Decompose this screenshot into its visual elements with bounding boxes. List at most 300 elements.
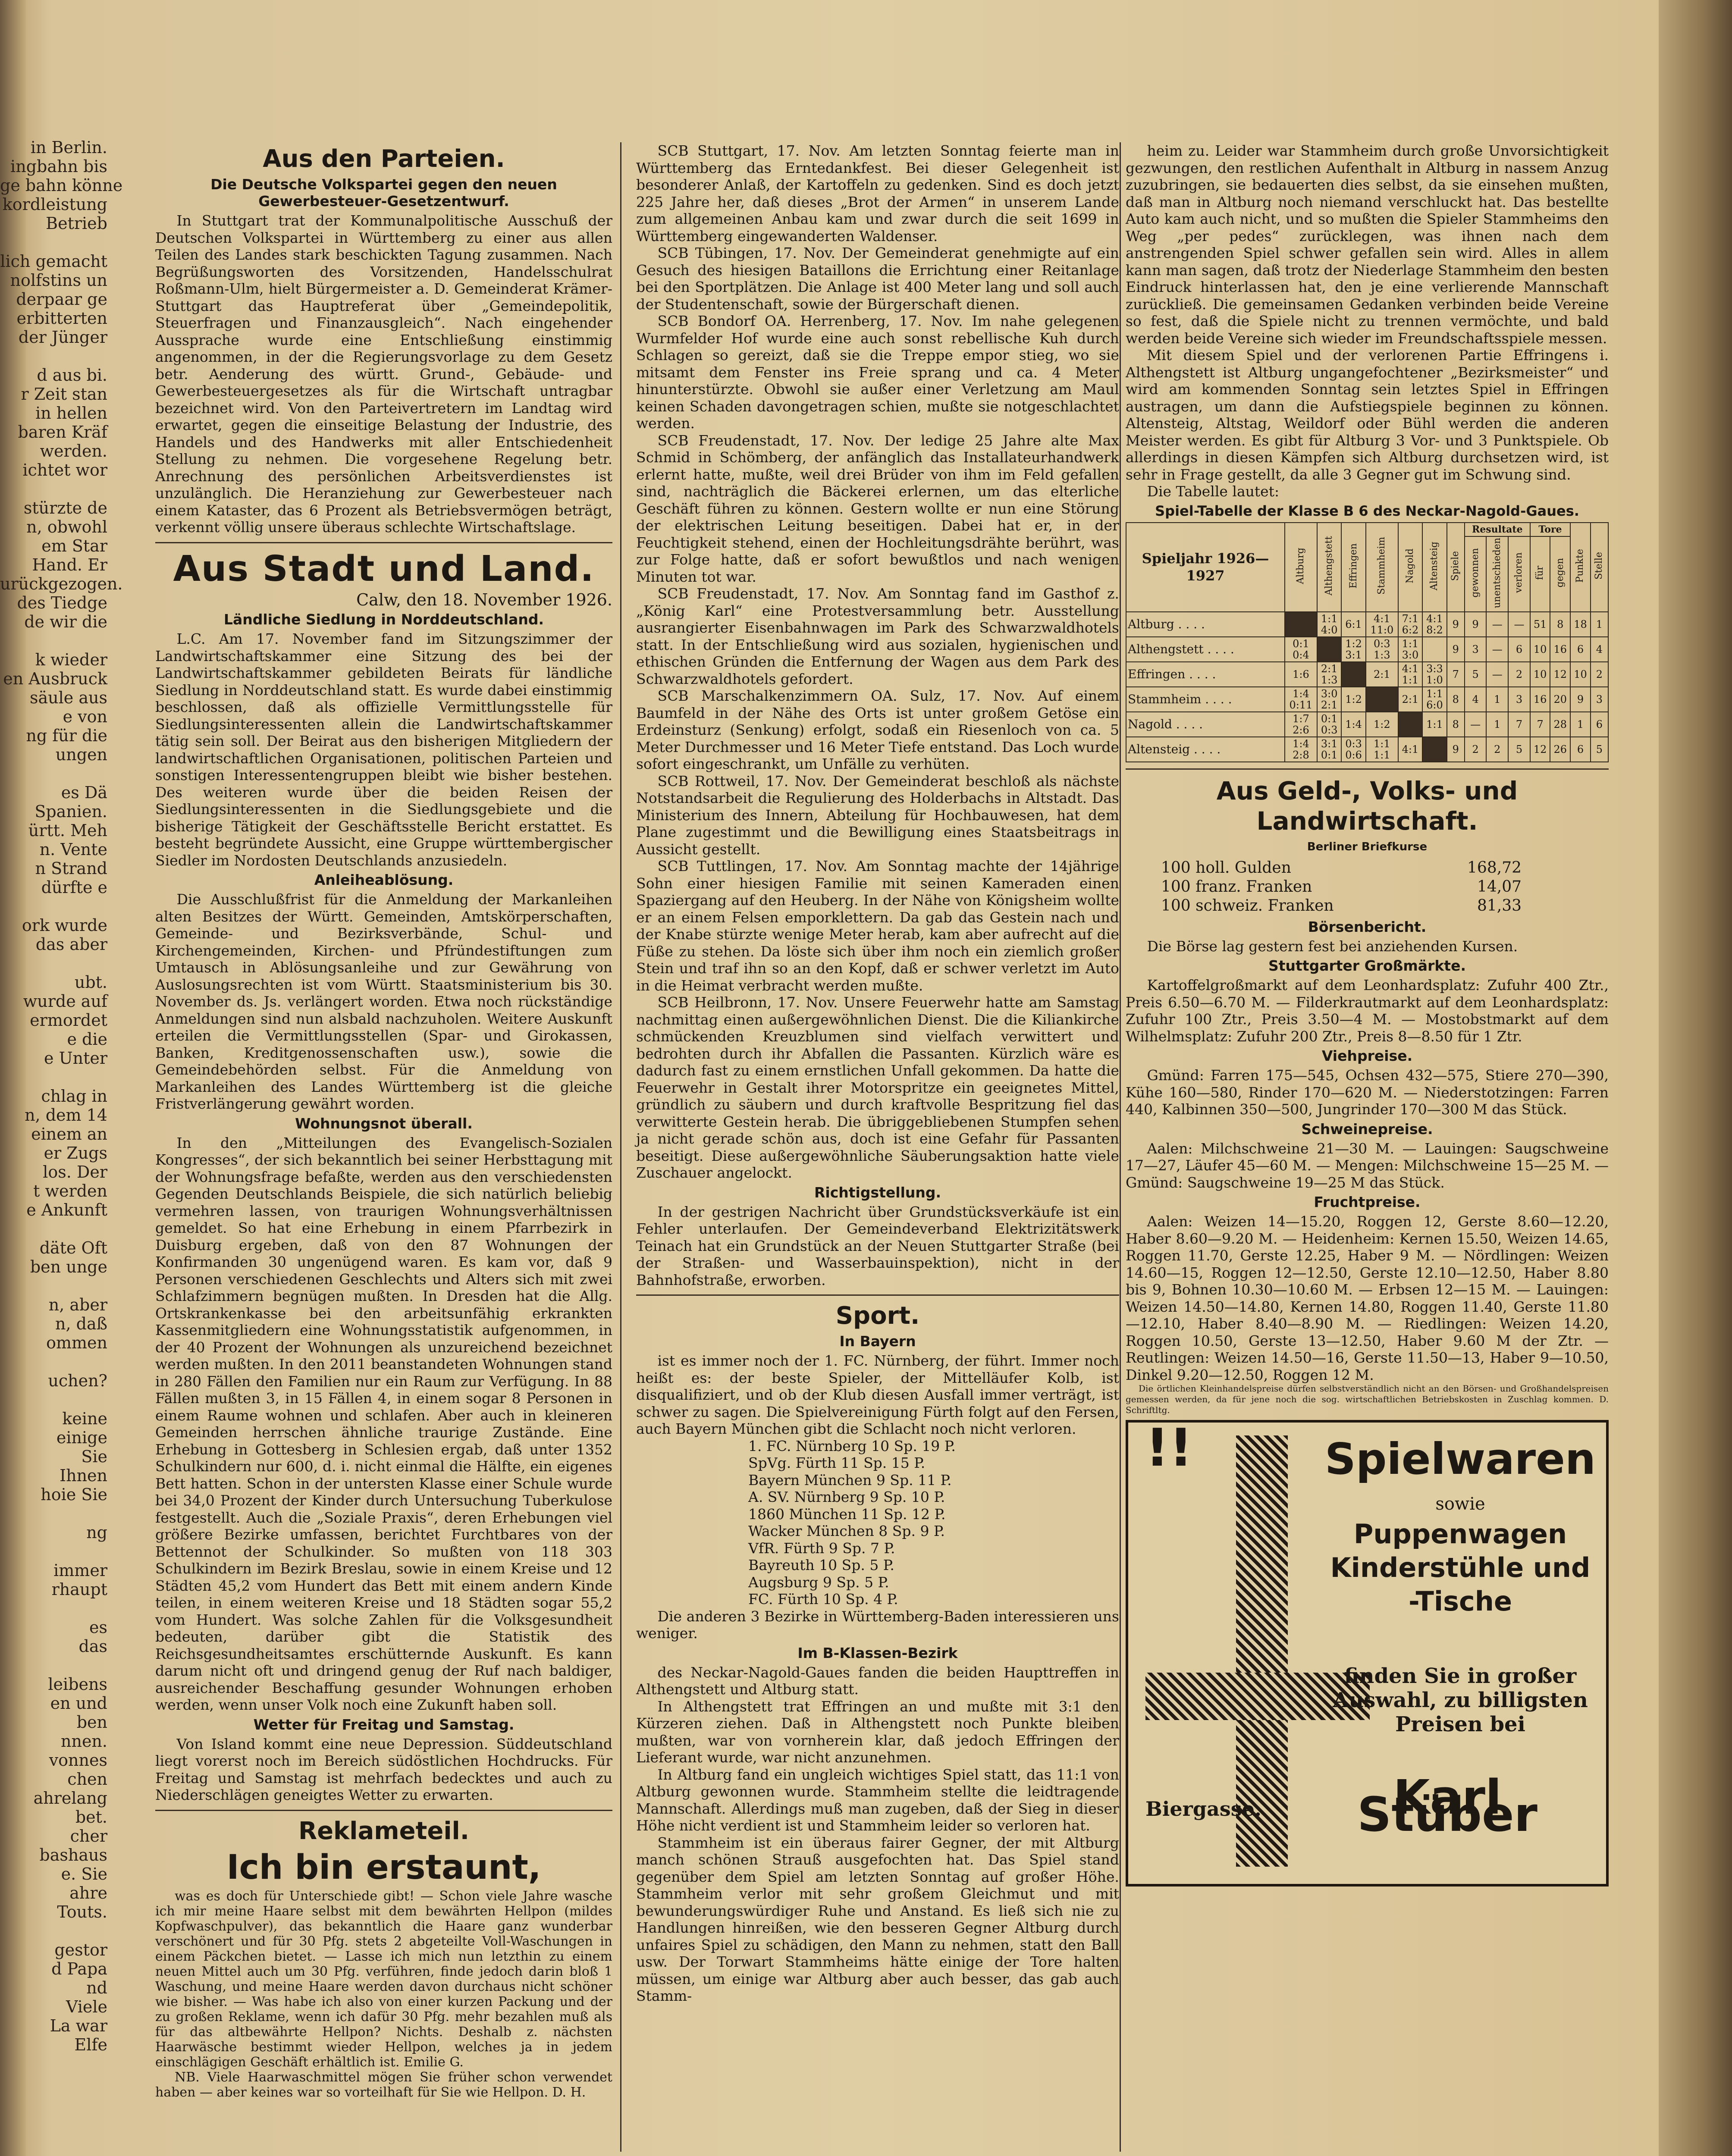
- article-viehpreise: Gmünd: Farren 175—545, Ochsen 432—575, Stiere 270—390, Kühe 160—580, Rinder 170—620 M. — Niederstotzingen: Farren 440, Kalbinnen 350—500, Jungrinder 170—300 M das Stück.: [1126, 1067, 1609, 1118]
- table-cell: [1317, 637, 1341, 662]
- table-cell: 4:1 1:1: [1398, 662, 1422, 687]
- divider: [636, 1294, 1119, 1296]
- table-cell: 12: [1530, 737, 1550, 762]
- article-bklasse-cont: heim zu. Leider war Stammheim durch große Unvorsichtigkeit gezwungen, den restlichen Aufenthalt in Altburg in nassem Anzug zuzubringen, sie bedauerten dies selbst, da sie einsehen mußten, daß man in Altburg noch niemand verschluckt hat. Das bestellte Auto kam auch nicht, und so mußten die Spieler Stammheims den Weg „per pedes“ zurücklegen, was ihnen nach dem anstrengenden Spiel schwer gefallen sein wird. Alles in allem kann man sagen, daß trotz der Niederlage Stammheim den besten Eindruck hinterlassen hat, den je eine verlierende Mannschaft zurückließ. Die gemeinsamen Gedanken verbinden beide Vereine so fest, daß die Spiele nicht zu trennen vermöchte, und bald werden beide Vereine sich wieder im Freundschaftsspiele messen.: [1126, 142, 1609, 347]
- article-boerse: Die Börse lag gestern fest bei anziehenden Kursen.: [1147, 937, 1518, 955]
- fragment-line: ork wurde: [22, 916, 107, 935]
- fragment-line: Viele: [66, 1997, 107, 2016]
- previous-page-fragment: [0, 138, 123, 2156]
- fragment-line: vonnes: [49, 1751, 107, 1770]
- column-header: [1508, 536, 1530, 612]
- rate-row: [1126, 878, 1608, 896]
- fragment-line: Betrieb: [46, 214, 107, 233]
- fragment-line: d Papa: [51, 1959, 107, 1978]
- rate-label: 100 holl. Gulden: [1161, 859, 1291, 877]
- table-title: Spiel-Tabelle der Klasse B 6 des Neckar-Nagold-Gaues.: [1155, 502, 1579, 519]
- fragment-line: kordleistung: [2, 195, 107, 214]
- fragment-line: ahrelang: [33, 1789, 107, 1808]
- subheading-wetter: Wetter für Freitag und Samstag.: [253, 1716, 515, 1733]
- subheading-boerse: Börsenbericht.: [1308, 918, 1427, 935]
- article-grossmaerkte: Kartoffelgroßmarkt auf dem Leonhardsplatz: Zufuhr 400 Ztr., Preis 6.50—6.70 M. — Filderkrautmarkt auf dem Leonhardsplatz: Zufuhr 100 Ztr., Preis 3.50—4 M. — Mostobstmarkt auf dem Wilhelmsplatz: Zufuhr 200 Ztr., Preis 8—8.50 für 1 Ztr.: [1126, 977, 1609, 1045]
- table-cell: 2:1: [1366, 662, 1398, 687]
- rate-label: 100 schweiz. Franken: [1161, 896, 1334, 915]
- fragment-line: [0, 1656, 110, 1675]
- table-cell: 1:1: [1422, 712, 1446, 737]
- table-row: [1126, 662, 1608, 687]
- fragment-line: de wir die: [24, 612, 107, 631]
- table-row: [1126, 687, 1608, 712]
- table-cell: 3:1 0:1: [1317, 737, 1341, 762]
- table-cell: 5: [1465, 662, 1487, 687]
- table-cell: 7: [1447, 662, 1465, 687]
- column-header: [1486, 536, 1508, 612]
- table-cell: 10: [1570, 662, 1591, 687]
- fragment-line: Ihnen: [60, 1466, 107, 1485]
- table-cell: 16: [1530, 687, 1550, 712]
- table-cell: [1398, 712, 1422, 737]
- table-cell: 9: [1447, 612, 1465, 637]
- article-bklasse-2: In Althengstett trat Effringen an und mußte mit 3:1 den Kürzeren ziehen. Daß in Althengstett noch Punkte bleiben mußten, war von vornherein klar, daß jedoch Effringen der Lieferant wurde, war nicht anzunehmen.: [636, 1698, 1119, 1766]
- fragment-line: ahre: [69, 1883, 107, 1902]
- table-cell: —: [1465, 712, 1487, 737]
- fragment-line: n Strand: [35, 859, 107, 878]
- table-cell: 1:2 3:1: [1341, 637, 1365, 662]
- table-cell: 9: [1447, 737, 1465, 762]
- standing-line: Bayern München 9 Sp. 11 P.: [748, 1471, 952, 1489]
- standing-line: 1860 München 11 Sp. 12 P.: [748, 1505, 946, 1523]
- table-row: [1126, 712, 1608, 737]
- table-cell: 6: [1570, 637, 1591, 662]
- fragment-line: t werden: [33, 1181, 107, 1200]
- table-cell: 0:3 0:6: [1341, 737, 1365, 762]
- fragment-line: Touts.: [57, 1902, 107, 1921]
- fragment-line: k wieder: [35, 650, 107, 669]
- table-cell: 1:1 3:0: [1398, 637, 1422, 662]
- fragment-line: ürtt. Meh: [28, 821, 107, 840]
- fragment-line: [0, 1504, 110, 1523]
- fragment-line: nd: [86, 1978, 107, 1997]
- column-header: [1285, 523, 1317, 612]
- article-bezirksmeister: Mit diesem Spiel und der verlorenen Partie Effringens i. Althengstett ist Altburg ungangefochtener „Bezirksmeister“ und wird am kommenden Sonntag sein letztes Spiel in Effringen austragen, um dann die Aufstiegspiele beginnen zu können. Altensteig, Altstag, Weildorf oder Bühl werden die anderen Meister werden. Es gibt für Altburg 3 Vor- und 3 Punktspiele. Ob allerdings in diesen Kämpfen sich Altburg durchsetzen wird, ist sehr in Frage gestellt, da alle 3 Gegner gut im Schwung sind.: [1126, 347, 1609, 483]
- news-stuttgart: SCB Stuttgart, 17. Nov. Am letzten Sonntag feierte man in Württemberg das Erntedankfest. Bei dieser Gelegenheit ist besonderer Anlaß, der Kartoffeln zu gedenken. Sind es doch jetzt 225 Jahre her, daß dieses „Brot der Armen“ in unserem Lande zum allgemeinen Anbau kam und zwar durch die seit 1699 in Württemberg eingewanderten Waldenser.: [636, 142, 1119, 244]
- table-cell: 26: [1550, 737, 1570, 762]
- fragment-line: e die: [67, 1030, 107, 1049]
- table-cell: 2: [1508, 662, 1530, 687]
- fragment-line: ichtet wor: [22, 461, 107, 479]
- fragment-line: säule aus: [30, 688, 107, 707]
- fragment-line: hoie Sie: [41, 1485, 107, 1504]
- ad-title: Spielwaren: [1324, 1434, 1596, 1485]
- table-cell: 1:1 6:0: [1422, 687, 1446, 712]
- column-header: [1366, 523, 1398, 612]
- fragment-line: n. Vente: [39, 840, 107, 859]
- fragment-line: n, dem 14: [25, 1106, 107, 1125]
- table-cell: 2: [1486, 737, 1508, 762]
- column-3: [1126, 142, 1609, 2152]
- news-heilbronn: SCB Heilbronn, 17. Nov. Unsere Feuerwehr hatte am Samstag nachmittag einen außergewöhnlichen Dienst. Die die Kiliankirche schmückenden Kreuzblumen sind vielfach verwittert und bedrohten durch ihr Abfallen die Passanten. Kürzlich wäre es dadurch fast zu einem ernstlichen Unfall gekommen. Da hatte die Feuerwehr in Gestalt ihrer Motorspritze ein geeignetes Mittel, gründlich zu säubern und durch kraftvolle Bespritzung fiel das verwitterte Gestein herab. Die übriggebliebenen Stumpfen sehen ja nicht gerade schön aus, doch ist eine Gefahr für Passanten beseitigt. Diese außergewöhnliche Säuberungsaktion hatte viele Zuschauer angelockt.: [636, 994, 1119, 1181]
- table-cell: 0:3 1:3: [1366, 637, 1398, 662]
- article-anleihe: Die Ausschlußfrist für die Anmeldung der Markanleihen alten Besitzes der Württ. Gemeinden, Amtskörperschaften, Gemeinde- und Bezirksverbände, Schul- und Kirchengemeinden, Kirchen- und Pfründestiftungen zum Umtausch in Ablösungsanleihe und zur Gewährung von Auslosungsrechten ist vom Württ. Staatsministerium bis 30. November ds. Js. verlängert worden. Etwa noch rückständige Anmeldungen sind nun alsbald nachzuholen. Weitere Auskunft erteilen die Vermittlungsstellen (Spar- und Girokassen, Banken, Kreditgenossenschaften usw.), sowie die Gemeindebehörden selbst. Für die Anmeldung von Markanleihen des Landes Württemberg ist die gleiche Fristverlängerung gewährt worden.: [155, 891, 612, 1112]
- table-cell: 3: [1591, 687, 1608, 712]
- table-cell: —: [1486, 662, 1508, 687]
- table-cell: 16: [1550, 637, 1570, 662]
- fragment-line: chen: [67, 1770, 107, 1789]
- article-bklasse-4: Stammheim ist ein überaus fairer Gegner, der mit Altburg manch schönen Strauß ausgefochten hat. Das Spiel stand gegenüber dem Spiel am letzten Sonntag auf großer Höhe. Stammheim verlor mit sehr großem Gleichmut und mit bewunderungswürdiger Ruhe und Anstand. Es ließ sich nie zu Handlungen hinreißen, wie den besseren Gegner Altburg durch unfaires Spiel zu schädigen, den Mann zu nehmen, statt den Ball usw. Der Torwart Stammheims hätte einige der Tore halten müssen, um einige war Altburg aber auch besser, das gab auch Stamm-: [636, 1834, 1119, 2004]
- page-edge: [1659, 0, 1732, 2156]
- table-cell: 1:2: [1366, 712, 1398, 737]
- fragment-line: lich gemacht: [0, 252, 107, 271]
- team-name: Altensteig . . . .: [1126, 737, 1285, 762]
- table-cell: 9: [1570, 687, 1591, 712]
- column-header: [1570, 523, 1591, 612]
- fragment-line: [0, 479, 110, 498]
- news-tuttlingen: SCB Tuttlingen, 17. Nov. Am Sonntag machte der 14jährige Sohn einer hiesigen Familie mit seinen Kameraden einen Spaziergang auf den Heuberg. In der Nähe von Königsheim wollte er an einem Felsen emporklettern. Da gab das Gestein nach und der Knabe stürzte wenige Meter herab, kam aber aufrecht auf die Füße zu stehen. Da löste sich über ihm noch ein ziemlich großer Stein und traf ihn so an den Kopf, daß er schwer verletzt im Auto in die Heimat verbracht werden mußte.: [636, 858, 1119, 994]
- column-header: [1591, 523, 1608, 612]
- table-cell: 10: [1530, 637, 1550, 662]
- fragment-line: nolfstins un: [10, 271, 107, 290]
- news-freudenstadt-2: SCB Freudenstadt, 17. Nov. Am Sonntag fand im Gasthof z. „König Karl“ eine Protestversammlung betr. Ausstellung ausrangierter Eisenbahnwagen im Park des Schwarzwaldhotels statt. In der Entschließung wird aus sozialen, hygienischen und ethischen Gründen die Entfernung der Wagen aus dem Park des Schwarzwaldhotels gefordert.: [636, 585, 1119, 687]
- fragment-line: Hand. Er: [32, 555, 107, 574]
- rate-row: [1126, 859, 1608, 877]
- table-cell: 9: [1465, 612, 1487, 637]
- subheading-viehpreise: Viehpreise.: [1321, 1047, 1413, 1065]
- fragment-line: en und: [50, 1694, 107, 1713]
- fragment-line: [0, 1599, 110, 1618]
- table-cell: 6:1: [1341, 612, 1365, 637]
- subheading-volkspartei: Die Deutsche Volkspartei gegen den neuen Gewerbesteuer-Gesetzentwurf.: [210, 176, 557, 210]
- fragment-line: ng: [86, 1523, 107, 1542]
- reklame-nb: NB. Viele Haarwaschmittel mögen Sie früher schon verwendet haben — aber keines war so vorteilhaft für Sie wie Hellpon. D. H.: [155, 2069, 612, 2100]
- column-rule: [620, 142, 621, 2152]
- fragment-line: Spanien.: [35, 802, 107, 821]
- table-cell: 5: [1591, 737, 1608, 762]
- column-header: [1530, 523, 1570, 536]
- subheading-schweinepreise: Schweinepreise.: [1301, 1120, 1433, 1138]
- table-cell: 1:4 2:8: [1285, 737, 1317, 762]
- fragment-line: ommen: [46, 1333, 107, 1352]
- table-cell: 4: [1591, 637, 1608, 662]
- table-cell: 1:6: [1285, 662, 1317, 687]
- column-1: [155, 142, 612, 2152]
- table-cell: 3:3 1:0: [1422, 662, 1446, 687]
- heading-sport: Sport.: [835, 1302, 920, 1330]
- fragment-line: Elfe: [74, 2035, 107, 2054]
- fragment-line: n, aber: [48, 1295, 107, 1314]
- table-cell: 3: [1465, 637, 1487, 662]
- fragment-line: immer: [53, 1561, 107, 1580]
- column-header-label: Altburg: [1295, 547, 1306, 584]
- fragment-line: ungen: [55, 745, 107, 764]
- article-bayern: ist es immer noch der 1. FC. Nürnberg, der führt. Immer noch heißt es: der beste Spieler, der Mittelläufer Kolb, ist disqualifiziert, und ob der Klub diesen Ausfall immer verträgt, ist schwer zu sagen. Die Spielvereinigung Fürth folgt auf den Fersen, auch Bayern München gibt die Schlacht noch nicht verloren.: [636, 1352, 1119, 1437]
- column-header-label: Stammheim: [1376, 537, 1387, 595]
- fragment-line: leibens: [48, 1675, 107, 1694]
- table-cell: 1: [1591, 612, 1608, 637]
- column-header: [1465, 523, 1530, 536]
- table-cell: 2:1: [1398, 687, 1422, 712]
- table-cell: 2: [1591, 662, 1608, 687]
- table-cell: [1285, 612, 1317, 637]
- table-cell: 1: [1570, 712, 1591, 737]
- table-cell: 1:4 0:11: [1285, 687, 1317, 712]
- article-bklasse-3: In Altburg fand ein ungleich wichtiges Spiel statt, das 11:1 von Altburg gewonnen wurde. Stammheim stellte die leidtragende Mannschaft. Allerdings muß man zugeben, daß der Sieg in dieser Höhe nicht verdient ist und Stammheim leider so verloren hat.: [636, 1766, 1119, 1834]
- standing-line: Wacker München 8 Sp. 9 P.: [748, 1523, 945, 1539]
- league-table: [1126, 522, 1609, 762]
- column-header-label: verloren: [1513, 552, 1525, 593]
- table-cell: 8: [1550, 612, 1570, 637]
- table-cell: 12: [1550, 662, 1570, 687]
- fragment-line: einem an: [31, 1125, 107, 1144]
- subheading-briefkurse: Berliner Briefkurse: [1307, 840, 1428, 853]
- article-bklasse-1: des Neckar-Nagold-Gaues fanden die beiden Haupttreffen in Althengstett und Altburg statt.: [636, 1664, 1119, 1698]
- table-cell: 3: [1508, 687, 1530, 712]
- fragment-line: [0, 1921, 110, 1940]
- article-siedlung: L.C. Am 17. November fand im Sitzungszimmer der Landwirtschaftskammer eine Sitzung des bei der Landwirtschaftskammer gebildeten Beirats für ländliche Siedlung in Norddeutschland statt. Es wurde dabei einstimmig beschlossen, daß als offizielle Vermittlungsstelle für Siedlungsinteressenten allein die Landwirtschaftskammer tätig sein soll. Der Beirat aus den bisherigen Mitgliedern der landwirtschaftlichen Organisationen, politischen Parteien und sonstigen Interessentengruppen bleibt wie bisher bestehen. Des weiteren wurde über die beiden Reisen der Siedlungsinteressenten in die Siedlungsgebiete und die bisherige Tätigkeit der Geschäftsstelle Bericht erstattet. Es besteht begründete Aussicht, eine Gruppe württembergischer Siedler im Nordosten Deutschlands anzusiedeln.: [155, 630, 612, 869]
- table-cell: 0:1 0:4: [1285, 637, 1317, 662]
- fragment-line: ben unge: [30, 1257, 107, 1276]
- fragment-line: ge bahn könne: [0, 176, 123, 195]
- subheading-grossmaerkte: Stuttgarter Großmärkte.: [1268, 957, 1466, 975]
- column-header-label: unentschieden: [1491, 537, 1503, 608]
- fragment-line: r Zeit stan: [21, 385, 107, 404]
- fragment-line: wurde auf: [23, 992, 107, 1011]
- news-marschalkenzimmern: SCB Marschalkenzimmern OA. Sulz, 17. Nov. Auf einem Baumfeld in der Nähe des Orts ist unter großem Getöse ein Erdeinsturz (Senkung) erfolgt, sodaß ein Riesenloch von ca. 5 Meter Durchmesser und 16 Meter Tiefe entstand. Das Loch wurde sofort eingeschrankt, um Unfälle zu verhüten.: [636, 687, 1119, 772]
- divider: [155, 542, 612, 543]
- fragment-line: einige: [56, 1428, 107, 1447]
- column-header-label: gewonnen: [1470, 548, 1481, 598]
- fragment-line: [0, 347, 110, 366]
- table-cell: 7: [1508, 712, 1530, 737]
- fragment-line: en Ausbruck: [3, 669, 107, 688]
- fragment-line: der Jünger: [18, 328, 107, 347]
- season-header: Spieljahr 1926—1927: [1126, 523, 1285, 612]
- fragment-line: das: [78, 1637, 107, 1656]
- rate-row: [1126, 897, 1608, 915]
- fragment-line: [0, 1542, 110, 1561]
- divider: [155, 1810, 612, 1811]
- table-cell: 1:4: [1341, 712, 1365, 737]
- ad-exclamation: !!: [1145, 1418, 1193, 1479]
- table-cell: 2: [1465, 737, 1487, 762]
- column-header: [1341, 523, 1365, 612]
- rate-label: 100 franz. Franken: [1161, 877, 1312, 896]
- fragment-line: baren Kräf: [18, 423, 107, 442]
- table-cell: —: [1508, 612, 1530, 637]
- rate-value: 168,72: [1467, 859, 1522, 877]
- column-header: [1317, 523, 1341, 612]
- standing-line: 1. FC. Nürnberg 10 Sp. 19 P.: [748, 1437, 956, 1454]
- article-schweinepreise: Aalen: Milchschweine 21—30 M. — Lauingen: Saugschweine 17—27, Läufer 45—60 M. — Mengen: Milchschweine 15—25 M. — Gmünd: Saugschweine 19—25 M das Stück.: [1126, 1140, 1609, 1191]
- fragment-line: keine: [62, 1409, 107, 1428]
- standing-line: SpVg. Fürth 11 Sp. 15 P.: [748, 1454, 926, 1471]
- fragment-line: e. Sie: [61, 1865, 107, 1883]
- fragment-line: chlag in: [41, 1087, 107, 1106]
- column-header-label: Nagold: [1404, 548, 1415, 583]
- heading-stadt-und-land: Aus Stadt und Land.: [173, 548, 595, 589]
- fragment-line: es Dä: [61, 783, 107, 802]
- column-header: [1465, 536, 1487, 612]
- fragment-line: es: [89, 1618, 107, 1637]
- article-wetter: Von Island kommt eine neue Depression. Süddeutschland liegt vorerst noch im Bereich südöstlichen Hochdrucks. Für Freitag und Samstag ist mehrfach bedecktes und auch zu Niederschlägen geneigtes Wetter zu erwarten.: [155, 1735, 612, 1803]
- fragment-line: rhaupt: [51, 1580, 107, 1599]
- column-header: [1530, 536, 1550, 612]
- fragment-line: e Unter: [44, 1049, 107, 1068]
- column-header-label: Effringen: [1348, 543, 1359, 589]
- article-bezirke: Die anderen 3 Bezirke in Württemberg-Baden interessieren uns weniger.: [636, 1608, 1119, 1642]
- editor-note: Die örtlichen Kleinhandelspreise dürfen selbstverständlich nicht an den Börsen- und Großhandelspreisen gemessen werden, da für jene noch die sog. wirtschaftlichen Betriebskosten in Zuschlag kommen. D. Schriftltg.: [1126, 1383, 1609, 1416]
- team-name: Stammheim . . . .: [1126, 687, 1285, 712]
- column-header-label: Althengstett: [1324, 536, 1335, 596]
- team-name: Effringen . . . .: [1126, 662, 1285, 687]
- table-cell: 18: [1570, 612, 1591, 637]
- fragment-line: ng für die: [26, 726, 107, 745]
- news-rottweil: SCB Rottweil, 17. Nov. Der Gemeinderat beschloß als nächste Notstandsarbeit die Regulierung des Holderbachs in Altstadt. Das Ministerium des Innern, Abteilung für Hochbauwesen, hat dem Plane zugestimmt und die Bewilligung eines Staatsbeitrags in Aussicht gestellt.: [636, 772, 1119, 858]
- rate-value: 14,07: [1477, 877, 1522, 896]
- reklame-headline: Ich bin erstaunt,: [226, 1848, 541, 1887]
- subheading-bklasse: Im B-Klassen-Bezirk: [797, 1644, 958, 1661]
- table-cell: [1422, 637, 1446, 662]
- column-header-label: Punkte: [1575, 549, 1586, 583]
- fragment-line: ermordet: [30, 1011, 107, 1030]
- fragment-line: cher: [70, 1827, 107, 1846]
- fragment-line: [0, 764, 110, 783]
- fragment-line: das aber: [35, 935, 107, 954]
- fragment-line: in Berlin.: [30, 138, 107, 157]
- table-cell: 1:1 1:1: [1366, 737, 1398, 762]
- fragment-line: [0, 1390, 110, 1409]
- fragment-line: bashaus: [39, 1846, 107, 1865]
- column-header-label: Altensteig: [1429, 541, 1440, 590]
- fragment-line: däte Oft: [39, 1238, 107, 1257]
- subheading-richtigstellung: Richtigstellung.: [814, 1184, 941, 1201]
- fragment-line: d aus bi.: [37, 366, 107, 385]
- column-header: [1422, 523, 1446, 612]
- article-parteien: In Stuttgart trat der Kommunalpolitische Ausschuß der Deutschen Volkspartei in Württemberg zu einer aus allen Teilen des Landes stark beschickten Tagung zusammen. Nach Begrüßungsworten des Vorsitzenden, Handelsschulrat Roßmann-Ulm, hielt Bürgermeister a. D. Gemeinderat Krämer-Stuttgart das Hauptreferat über „Gemeindepolitik, Steuerfragen und Finanzausgleich“. Nach eingehender Aussprache wurde eine Entschließung einstimmig angenommen, in der die Regierungsvorlage zu dem Gesetz betr. Aenderung des württ. Grund-, Gebäude- und Gewerbesteuergesetzes als für die Wirtschaft untragbar bezeichnet wird. Von den Parteivertretern im Landtag wird erwartet, gegen die einseitige Belastung der Industrie, des Handels und des Handwerks mit aller Entschiedenheit Stellung zu nehmen. Die vorgesehene Regelung betr. Anrechnung des persönlichen Arbeitsverdienstes ist unzulänglich. Die Heranziehung zur Gewerbesteuer nach einem Kataster, das 6 Prozent als Betriebsvermögen beträgt, verkennt völlig unsere überaus schlechte Wirtschaftslage.: [155, 212, 612, 536]
- fragment-line: n, obwohl: [26, 517, 107, 536]
- fragment-line: stürzte de: [23, 498, 107, 517]
- advertisement-spielwaren: [1126, 1420, 1609, 1887]
- table-cell: 0:1 0:3: [1317, 712, 1341, 737]
- table-row: [1126, 737, 1608, 762]
- column-header-label: Stelle: [1594, 552, 1605, 580]
- table-cell: 4: [1465, 687, 1487, 712]
- table-cell: 8: [1447, 712, 1465, 737]
- standing-line: Augsburg 9 Sp. 5 P.: [748, 1573, 889, 1591]
- fragment-line: ben: [76, 1713, 107, 1732]
- divider: [1126, 768, 1609, 770]
- fragment-line: in hellen: [35, 404, 107, 423]
- subheading-wohnungsnot: Wohnungsnot überall.: [295, 1115, 473, 1132]
- table-cell: 20: [1550, 687, 1570, 712]
- standing-line: VfR. Fürth 9 Sp. 7 P.: [748, 1539, 895, 1557]
- table-cell: 1:7 2:6: [1285, 712, 1317, 737]
- heading-reklameteil: Reklameteil.: [298, 1817, 470, 1845]
- table-cell: —: [1486, 612, 1508, 637]
- fragment-line: e Ankunft: [26, 1200, 107, 1219]
- standing-line: Bayreuth 10 Sp. 5 P.: [748, 1557, 894, 1573]
- reklame-text: was es doch für Unterschiede gibt! — Schon viele Jahre wasche ich mir meine Haare selbst mit dem bewährten Hellpon (mildes Kopfwaschpulver), das bekanntlich die Haare ganz wunderbar verschönert und für 30 Pfg. stets 2 abgeteilte Voll-Waschungen in einem Päckchen bietet. — Lasse ich mich nun letzthin zu einem neuen Mittel auch um 30 Pfg. verführen, finde jedoch darin bloß 1 Waschung, und meine Haare werden davon durchaus nicht schöner wie bisher. — Was habe ich also von einer kurzen Packung und der zu großen Reklame, wenn ich dafür 30 Pfg. mehr bezahlen muß als für das altbewährte Hellpon? Nichts. Deshalb z. nächsten Haarwäsche bestimmt wieder Hellpon, welches ja in jedem einschlägigen Geschäft erhältlich ist. Emilie G.: [155, 1888, 612, 2070]
- fragment-line: [0, 1352, 110, 1371]
- exchange-rates: [1126, 858, 1609, 916]
- fragment-line: nnen.: [61, 1732, 107, 1751]
- column-header: [1447, 523, 1465, 612]
- standing-line: A. SV. Nürnberg 9 Sp. 10 P.: [748, 1489, 945, 1505]
- fragment-line: los. Der: [43, 1163, 107, 1181]
- fragment-line: [0, 954, 110, 973]
- table-cell: 1:1 4:0: [1317, 612, 1341, 637]
- table-cell: 6: [1591, 712, 1608, 737]
- fragment-line: er Zugs: [44, 1144, 107, 1163]
- table-row: [1126, 637, 1608, 662]
- column-header-label: Resultate: [1472, 523, 1523, 535]
- column-header: [1398, 523, 1422, 612]
- table-cell: 3:0 2:1: [1317, 687, 1341, 712]
- column-header-label: für: [1534, 565, 1546, 580]
- table-cell: 8: [1447, 687, 1465, 712]
- table-cell: 5: [1508, 737, 1530, 762]
- table-cell: 6: [1508, 637, 1530, 662]
- table-cell: 4:1 8:2: [1422, 612, 1446, 637]
- ad-items: Puppenwagen Kinderstühle und -Tische: [1330, 1518, 1591, 1617]
- subheading-siedlung: Ländliche Siedlung in Norddeutschland.: [223, 611, 544, 628]
- dateline: Calw, den 18. November 1926.: [356, 590, 612, 609]
- table-cell: 6: [1570, 737, 1591, 762]
- ad-offer: finden Sie in großer Auswahl, zu billigsten Preisen bei: [1333, 1664, 1588, 1737]
- table-row: [1126, 612, 1608, 637]
- fragment-line: La war: [50, 2016, 107, 2035]
- column-header-label: Spiele: [1450, 551, 1461, 581]
- team-name: Althengstett . . . .: [1126, 637, 1285, 662]
- fragment-line: em Star: [41, 536, 107, 555]
- fragment-line: uchen?: [48, 1371, 107, 1390]
- subheading-bayern: In Bayern: [839, 1333, 916, 1350]
- table-cell: 4:1: [1398, 737, 1422, 762]
- fragment-line: e von: [63, 707, 107, 726]
- table-cell: 28: [1550, 712, 1570, 737]
- fragment-line: n, daß: [55, 1314, 107, 1333]
- table-cell: —: [1486, 637, 1508, 662]
- column-header: [1550, 536, 1570, 612]
- fragment-line: derpaar ge: [16, 290, 107, 309]
- fragment-line: ubt.: [74, 973, 107, 992]
- fragment-line: Sie: [81, 1447, 107, 1466]
- table-cell: 4:1 11:0: [1366, 612, 1398, 637]
- table-cell: 1: [1486, 712, 1508, 737]
- ad-sowie: sowie: [1435, 1494, 1485, 1514]
- fragment-line: bet.: [75, 1808, 107, 1827]
- table-cell: 2:1 1:3: [1317, 662, 1341, 687]
- fragment-line: [0, 1276, 110, 1295]
- fragment-line: [0, 631, 110, 650]
- heading-geld: Aus Geld-, Volks- und Landwirtschaft.: [1216, 776, 1518, 836]
- article-richtigstellung: In der gestrigen Nachricht über Grundstücksverkäufe ist ein Fehler unterlaufen. Der Gemeindeverband Elektrizitätswerk Teinach hat ein Grundstück an der Neuen Stuttgarter Straße (bei der Straßen- und Wasserbauinspektion), nicht in der Bahnhofstraße, erworben.: [636, 1203, 1119, 1288]
- table-cell: 7: [1530, 712, 1550, 737]
- fragment-line: urückgezogen.: [0, 574, 123, 593]
- fragment-line: [0, 233, 110, 252]
- table-cell: [1422, 737, 1446, 762]
- rate-value: 81,33: [1477, 896, 1522, 915]
- table-cell: 1: [1486, 687, 1508, 712]
- table-cell: 9: [1447, 637, 1465, 662]
- ad-firm: Karl Stüber: [1357, 1770, 1537, 1842]
- table-cell: 10: [1530, 662, 1550, 687]
- fragment-line: [0, 1068, 110, 1087]
- news-bondorf: SCB Bondorf OA. Herrenberg, 17. Nov. Im nahe gelegenen Wurmfelder Hof wurde eine auch sonst rebellische Kuh durch Schlagen so gereizt, daß sie die Treppe empor stieg, wo sie mitsamt dem Fenster ins Freie sprang und ca. 4 Meter hinunterstürzte. Obwohl sie außer einer Verletzung am Maul keinen Schaden davongetragen schien, mußte sie notgeschlachtet werden.: [636, 313, 1119, 432]
- fragment-line: erbitterten: [16, 309, 107, 328]
- fragment-line: des Tiedge: [17, 593, 107, 612]
- fragment-line: ingbahn bis: [10, 157, 107, 176]
- ad-street: Biergasse.: [1145, 1797, 1261, 1821]
- column-2: [636, 142, 1119, 2152]
